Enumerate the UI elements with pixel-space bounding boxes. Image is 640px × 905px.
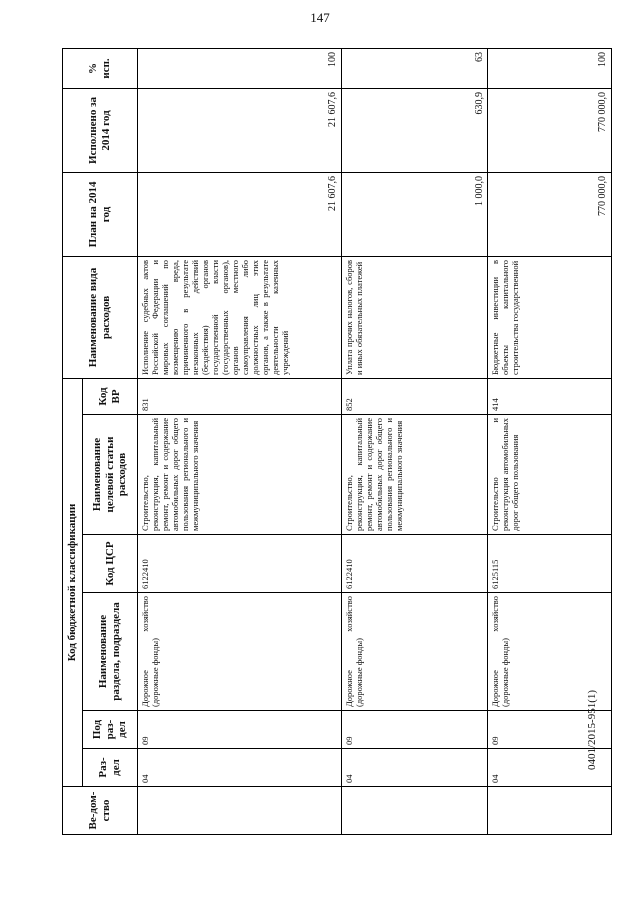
cell-podrazdel: 09 <box>488 711 612 749</box>
budget-table <box>62 48 612 835</box>
col-header-podrazdel: Под раз-дел <box>83 711 138 749</box>
cell-razdel: 04 <box>137 749 341 787</box>
col-header-naim-razdela: Наименование раздела, подраздела <box>83 593 138 711</box>
cell-vedomstvo <box>488 787 612 835</box>
cell-kod-csr: 6122410 <box>137 535 341 593</box>
cell-kod-csr: 6122410 <box>341 535 488 593</box>
table-row <box>137 48 341 834</box>
col-header-plan: План на 2014 год <box>63 172 138 256</box>
col-header-pct: % исп. <box>63 48 138 88</box>
cell-podrazdel: 09 <box>137 711 341 749</box>
cell-naim-razdela: Дорожное хозяйство (дорожные фонды) <box>341 593 488 711</box>
cell-kod-csr: 6125115 <box>488 535 612 593</box>
cell-kod-vr: 852 <box>341 378 488 414</box>
cell-naim-vr: Уплата прочих налогов, сборов и иных обязательных платежей <box>341 256 488 378</box>
cell-naim-razdela: Дорожное хозяйство (дорожные фонды) <box>488 593 612 711</box>
document-id: 0401/2015-951(1) <box>586 689 598 770</box>
col-header-razdel: Раз-дел <box>83 749 138 787</box>
col-header-naim-vr: Наименование вида расходов <box>63 256 138 378</box>
cell-razdel: 04 <box>341 749 488 787</box>
cell-ispolneno: 21 607,6 <box>137 88 341 172</box>
cell-ispolneno: 770 000,0 <box>488 88 612 172</box>
cell-razdel: 04 <box>488 749 612 787</box>
cell-kod-vr: 414 <box>488 378 612 414</box>
cell-plan: 1 000,0 <box>341 172 488 256</box>
cell-vedomstvo <box>137 787 341 835</box>
col-header-naim-csr: Наименование целевой статьи расходов <box>83 415 138 535</box>
budget-table-rotated <box>62 49 612 835</box>
cell-naim-csr: Строительство, реконструкция, капитальный ремонт, ремонт и содержание автомобильных дорог общего пользования регионального и межмуниципального значения <box>341 415 488 535</box>
col-header-vedomstvo: Ве-дом-ство <box>63 787 138 835</box>
cell-kod-vr: 831 <box>137 378 341 414</box>
cell-naim-vr: Исполнение судебных актов Российской Федерации и мировых соглашений по возмещению вреда, причиненного в результате незаконных действий (бездействия) органов государственной власти (государственных органов), органов местного самоуправления либо должностных лиц этих органов, а также в результате деятельности казенных учреждений <box>137 256 341 378</box>
cell-naim-vr: Бюджетные инвестиции в объекты капитального строительства государственной <box>488 256 612 378</box>
header-group-row <box>63 48 83 834</box>
cell-plan: 21 607,6 <box>137 172 341 256</box>
cell-pct: 100 <box>488 48 612 88</box>
cell-pct: 63 <box>341 48 488 88</box>
cell-vedomstvo <box>341 787 488 835</box>
cell-ispolneno: 630,9 <box>341 88 488 172</box>
cell-naim-csr: Строительство и реконструкция автомобильных дорог общего пользования <box>488 415 612 535</box>
cell-podrazdel: 09 <box>341 711 488 749</box>
cell-pct: 100 <box>137 48 341 88</box>
page-number: 147 <box>310 10 330 25</box>
col-header-group: Код бюджетной классификации <box>63 378 83 786</box>
cell-naim-razdela: Дорожное хозяйство (дорожные фонды) <box>137 593 341 711</box>
col-header-kod-csr: Код ЦСР <box>83 535 138 593</box>
col-header-ispolneno: Исполнено за 2014 год <box>63 88 138 172</box>
table-row <box>341 48 488 834</box>
cell-plan: 770 000,0 <box>488 172 612 256</box>
col-header-kod-vr: Код ВР <box>83 378 138 414</box>
cell-naim-csr: Строительство, реконструкция, капитальный ремонт, ремонт и содержание автомобильных дорог общего пользования регионального и межмуниципального значения <box>137 415 341 535</box>
